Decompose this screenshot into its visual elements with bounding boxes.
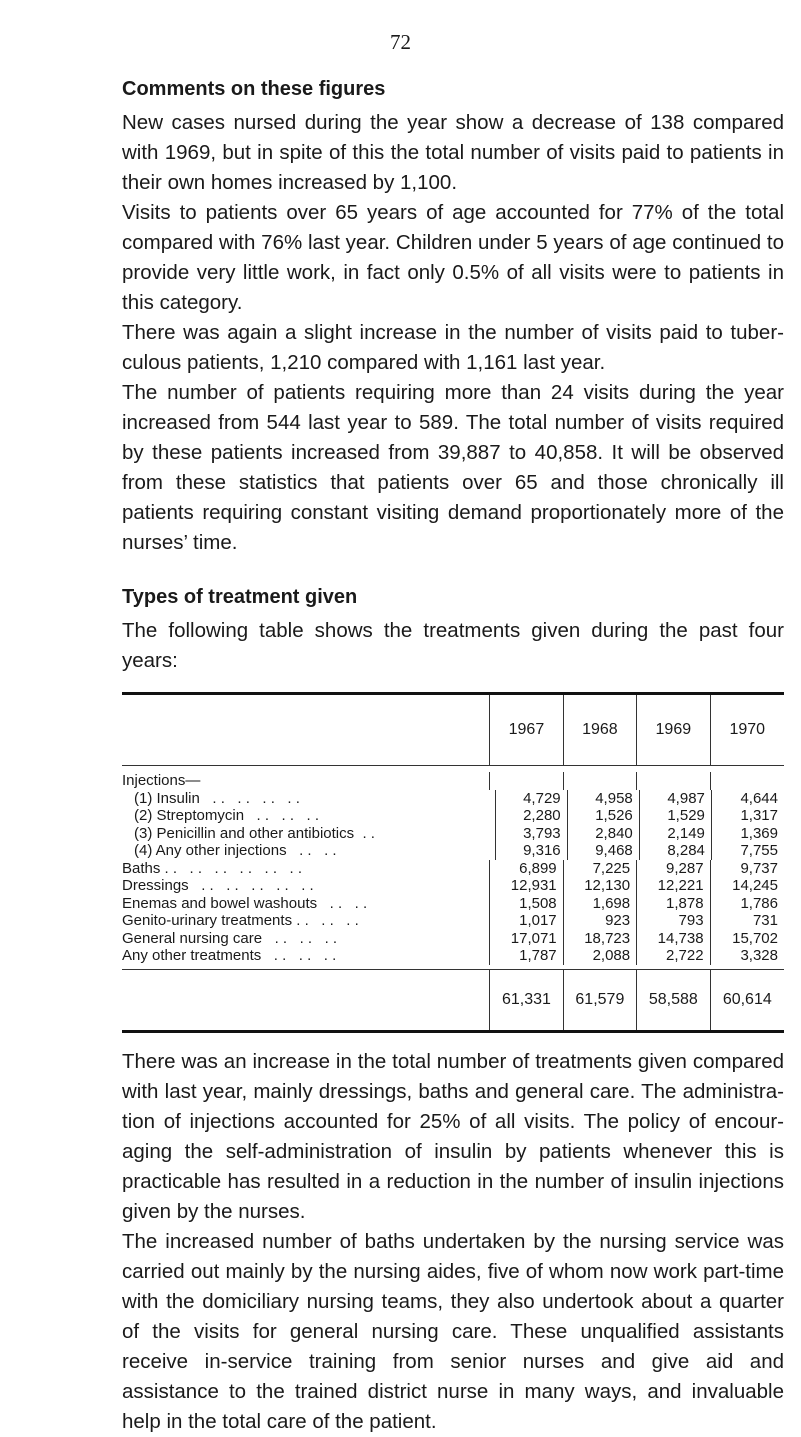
- cell-value: [636, 860, 709, 878]
- cell-value: [710, 860, 784, 878]
- cell-text: 2,840: [595, 824, 633, 842]
- table-header-row: [122, 695, 784, 766]
- cell-text: 7,755: [740, 842, 778, 859]
- cell-text: 17,071: [510, 929, 557, 947]
- cell-text: 3,793: [523, 824, 561, 842]
- table-row: [122, 790, 784, 808]
- paragraph: The following table shows the treatments given during the past four years:: [122, 619, 784, 672]
- cell-text: 9,737: [740, 859, 778, 877]
- cell-value: [495, 842, 567, 860]
- table-body: [122, 766, 784, 970]
- paragraph: The number of patients requiring more than 24 visits during the year increased from 544 last year to 589. The total number of visits required by these patients increased from 39,887 to 40,858. It will be observed from these statistics that patients over 65 and those chronically ill patients requiring constant visiting demand proportionately more of the nurses’ time.: [122, 381, 784, 554]
- row-label: Enemas and bowel washouts . . . .: [122, 894, 368, 912]
- row-label: Genito-urinary treatments . . . . . .: [122, 912, 359, 929]
- total-label-blank: [122, 970, 489, 1030]
- cell-text: 12,221: [657, 877, 704, 894]
- cell-value: [495, 825, 567, 843]
- cell-value: [563, 947, 636, 965]
- cell-text: 3,328: [740, 947, 778, 964]
- cell-value: [710, 877, 784, 895]
- cell-text: 8,284: [667, 842, 705, 859]
- cell-text: 12,130: [584, 877, 631, 894]
- cell-text: 923: [605, 912, 631, 929]
- cell-value: [495, 790, 567, 808]
- cell-value: [711, 825, 784, 843]
- year-header: 1968: [563, 695, 636, 765]
- cell-value: [711, 807, 784, 825]
- cell-text: 4,958: [595, 789, 633, 807]
- row-label: General nursing care . . . . . .: [122, 929, 338, 947]
- cell-value: [639, 807, 711, 825]
- cell-value: [567, 842, 639, 860]
- page-content: [122, 74, 784, 1437]
- cell-value: [710, 912, 784, 930]
- page-number: 72: [390, 30, 411, 54]
- cell-value: [639, 842, 711, 860]
- cell-value: [710, 930, 784, 948]
- cell-value: [567, 807, 639, 825]
- cell-value: [639, 825, 711, 843]
- cell-value: [567, 790, 639, 808]
- cell-value: [567, 825, 639, 843]
- cell-value: [710, 895, 784, 913]
- row-label: (1) Insulin . . . . . . . .: [134, 789, 300, 807]
- table-total-row: [122, 970, 784, 1030]
- table-row: [122, 947, 784, 965]
- cell-value: [489, 930, 562, 948]
- cell-value: [711, 842, 784, 860]
- cell-value: [563, 930, 636, 948]
- cell-value: [710, 772, 784, 790]
- table-row: [122, 895, 784, 913]
- cell-text: 1,317: [740, 807, 778, 824]
- cell-text: 1,369: [740, 824, 778, 842]
- cell-text: 1,698: [592, 894, 631, 912]
- cell-text: 18,723: [584, 929, 631, 947]
- cell-text: 4,729: [523, 789, 561, 807]
- cell-text: 2,149: [667, 824, 705, 842]
- cell-value: [636, 772, 709, 790]
- cell-text: 1,787: [519, 947, 557, 964]
- cell-value: [636, 947, 709, 965]
- year-header: 1967: [489, 695, 562, 765]
- cell-value: [489, 895, 562, 913]
- total-value: 61,331: [489, 970, 562, 1030]
- table-row: [122, 930, 784, 948]
- cell-value: [636, 877, 709, 895]
- paragraph: There was an increase in the total number of treatments given compared with last year, mainly dressings, baths and general care. The administration of injections accounted for 25% of all visits. The policy of encouraging the self-administration of insulin by patients whenever this is practicable has resulted in a reduction in the number of insulin injections given by the nurses.: [122, 1049, 784, 1223]
- year-header: 1969: [636, 695, 709, 765]
- year-header: 1970: [710, 695, 784, 765]
- cell-text: 2,088: [592, 947, 631, 964]
- table-row: [122, 807, 784, 825]
- row-label: Baths . . . . . . . . . . . .: [122, 859, 303, 877]
- cell-value: [489, 877, 562, 895]
- cell-value: [711, 790, 784, 808]
- table-header-blank: [122, 695, 489, 765]
- row-label: Injections—: [122, 772, 201, 789]
- cell-value: [563, 772, 636, 790]
- section-heading-comments: Comments on these figures: [122, 78, 386, 100]
- cell-text: 2,280: [523, 807, 561, 824]
- cell-value: [489, 772, 562, 790]
- cell-text: 1,529: [667, 807, 705, 824]
- cell-text: 731: [752, 912, 778, 929]
- section-heading-treatments: Types of treatment given: [122, 586, 358, 608]
- cell-text: 4,987: [667, 789, 705, 807]
- cell-text: 1,526: [595, 807, 633, 824]
- table-row: [122, 772, 784, 790]
- row-label: Dressings . . . . . . . . . .: [122, 877, 314, 894]
- cell-text: 15,702: [732, 929, 778, 947]
- paragraph: There was again a slight increase in the number of visits paid to tuberculous patients, 1,210 compared with 1,161 last year.: [122, 321, 784, 374]
- table-row: [122, 860, 784, 878]
- cell-text: 7,225: [592, 859, 631, 877]
- cell-text: 14,738: [657, 929, 704, 947]
- cell-text: 12,931: [510, 877, 557, 894]
- cell-value: [563, 877, 636, 895]
- cell-text: 9,287: [666, 859, 704, 877]
- cell-text: 2,722: [666, 947, 704, 964]
- cell-text: 14,245: [732, 877, 778, 894]
- row-label: (3) Penicillin and other antibiotics . .: [134, 824, 375, 842]
- closing-text: [122, 1047, 784, 1437]
- cell-text: 1,786: [740, 894, 778, 912]
- paragraph: New cases nursed during the year show a decrease of 138 compared with 1969, but in spite of this the total number of visits paid to patients in their own homes increased by 1,100.: [122, 111, 784, 194]
- cell-value: [636, 895, 709, 913]
- row-label: (2) Streptomycin . . . . . .: [134, 807, 320, 824]
- table-row: [122, 912, 784, 930]
- cell-value: [563, 912, 636, 930]
- cell-text: 9,468: [595, 842, 633, 859]
- cell-value: [636, 912, 709, 930]
- total-value: 60,614: [710, 970, 784, 1030]
- cell-value: [710, 947, 784, 965]
- cell-value: [489, 912, 562, 930]
- cell-value: [495, 807, 567, 825]
- paragraph: The increased number of baths undertaken by the nursing service was carried out mainly by the nursing aides, five of whom now work part-time with the domiciliary nursing teams, they also undertook about a quarter of the visits for general nursing care. These unqualified assistants receive in-service training from senior nurses and give aid and assistance to the trained district nurse in many ways, and invaluable help in the total care of the patient.: [122, 1229, 784, 1433]
- cell-value: [639, 790, 711, 808]
- cell-text: 1,508: [519, 894, 557, 912]
- cell-text: 1,878: [666, 894, 704, 912]
- cell-value: [489, 947, 562, 965]
- row-label: Any other treatments . . . . . .: [122, 947, 337, 964]
- cell-text: 1,017: [519, 912, 557, 929]
- cell-value: [489, 860, 562, 878]
- table-row: [122, 842, 784, 860]
- cell-value: [563, 860, 636, 878]
- cell-text: 793: [678, 912, 704, 929]
- cell-text: 9,316: [523, 842, 561, 859]
- cell-value: [636, 930, 709, 948]
- table-row: [122, 877, 784, 895]
- total-value: 61,579: [563, 970, 636, 1030]
- paragraph: Visits to patients over 65 years of age accounted for 77% of the total compared with 76% last year. Children under 5 years of age continued to provide very little work, in fact only 0.5% of all visits were to patients in this category.: [122, 201, 784, 314]
- cell-text: 4,644: [740, 789, 778, 807]
- cell-text: 6,899: [519, 859, 557, 877]
- total-value: 58,588: [636, 970, 709, 1030]
- table-row: [122, 825, 784, 843]
- cell-value: [563, 895, 636, 913]
- row-label: (4) Any other injections . . . .: [134, 842, 337, 859]
- treatments-table: [122, 692, 784, 1033]
